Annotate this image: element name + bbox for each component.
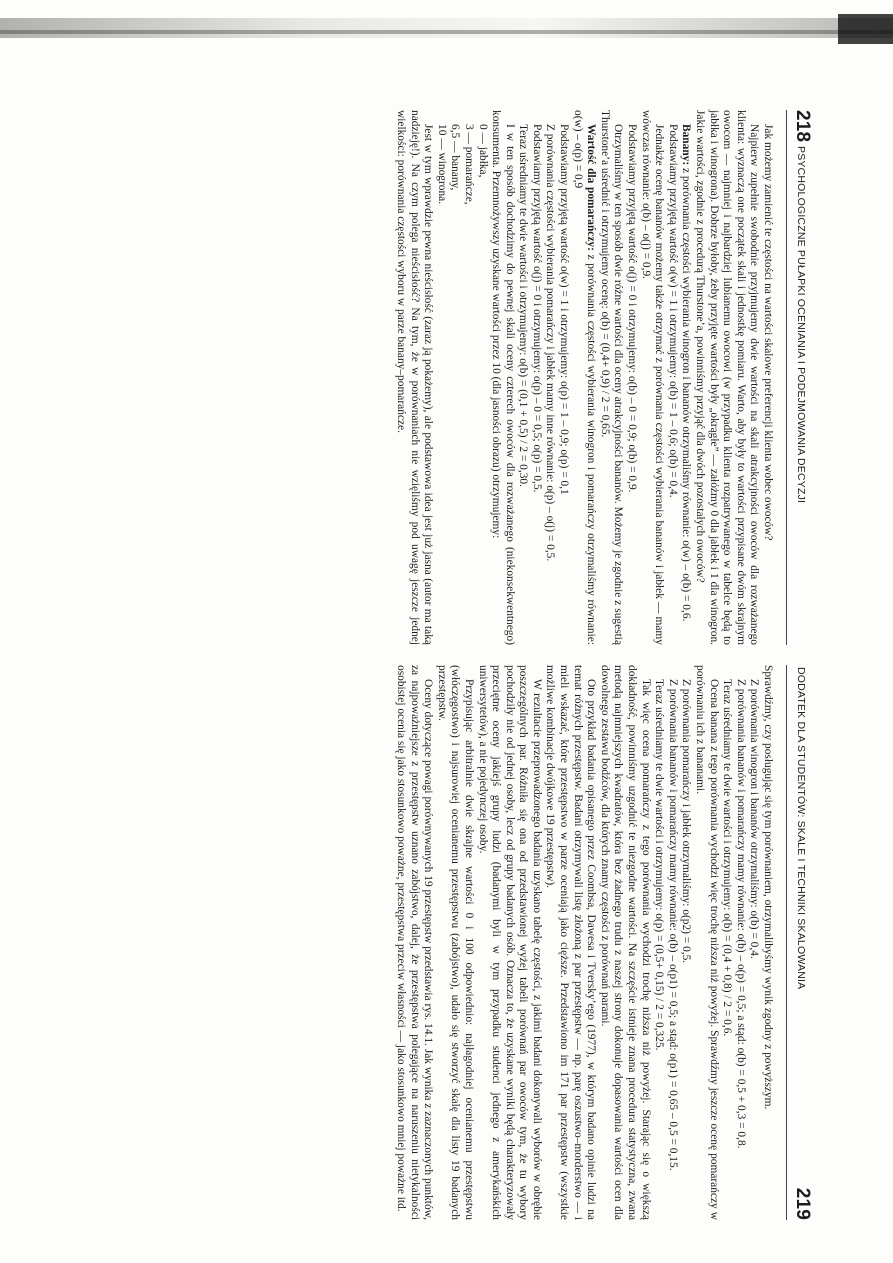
running-header: PSYCHOLOGICZNE PUŁAPKI OCENIANIA I PODEJMOWANIA DECYZJI [795, 146, 807, 504]
page-219 [43, 665, 813, 1220]
scan-artifact-block [838, 14, 893, 44]
bold-label: Banany: [680, 124, 693, 166]
paragraph: Oto przykład badania opisanego przez Coombsa, Dawesa i Tversky’ego (1977), w którym badano opinie ludzi na temat różnych przestępstw. Badani otrzymywali listę złożoną z par przestępstw — np. parę oszustwo–morderstwo — i mieli wskazać, które przestępstwo w parze oceniają jako cięższe. Przedstawiono im 171 par przestępstw (wszystkie możliwe kombinacje dwójkowe 19 przestępstw). [544, 665, 598, 1220]
paragraph: Przypisując arbitralnie dwie skrajne wartości 0 i 100 odpowiednio: najłagodniej ocenianemu przestępstwu (włóczęgostwo) i najsurowiej ocenianemu przestępstwu (zabójstwo), udało się stworzyć skalę dla listy 19 badanych przestępstw. [435, 665, 475, 1220]
paragraph: W rezultacie przeprowadzonego badania uzyskano tabelę częstości, z jakimi badani dokonywali wyborów w obrębie poszczególnych par. Różniła się ona od przedstawionej wyżej tabeli porównań par owoców tym, że tu wybory pochodziły nie od jednej osoby, lecz od grupy badanych osób. Oznacza to, że uzyskane wyniki będą charakteryzowały przeciętne oceny jakiejś grupy ludzi (badanymi byli w tym przypadku studenci jednego z amerykańskich uniwersytetów), a nie pojedynczej osoby. [476, 665, 543, 1220]
paragraph: Tak więc ocena pomarańczy z tego porównania wychodzi trochę niższa niż powyżej. Starając się o większą dokładność, powinniśmy uzgodnić te niezgodne wartości. Na szczęście istnieje znana procedura statystyczna, zwana metodą najmniejszych kwadratów, która bez żadnego trudu z naszej strony dokonuje dopasowania wartości ocen dla dowolnego zestawu bodźców, dla których znamy częstości z porównań parami. [598, 665, 652, 1220]
paragraph: Jak możemy zamienić te częstości na wartości skalowe preferencji klienta wobec owoców? [762, 124, 774, 541]
page-number: 218 [792, 110, 813, 143]
paragraph: Jest w tym wprawdzie pewna nieścisłość (zaraz ją pokażemy), ale podstawowa idea jest już jasna (autor ma taką nadzieję!). Na czym polega nieścisłość? Na tym, że w porównaniach nie wzięliśmy pod uwagę jeszcze jednej wielkości: porównania częstości wyboru w parze banany–pomarańcze. [394, 110, 435, 645]
paragraph: Z porównania pomarańczy i jabłek otrzymaliśmy: o(p2) = 0,5. [680, 679, 693, 964]
paragraph: Teraz uśredniamy te dwie wartości i otrzymujemy: o(p) = (0,5+ 0,15) / 2 = 0,325. [653, 679, 666, 1051]
paragraph: Najpierw zupełnie swobodnie przyjmujemy dwie wartości na skali atrakcyjności owoców dla rozważanego klienta: wyznaczą one początek skali i jednostkę pomiaru. Warto, aby były to wartości przypisane dwóm skrajnym owocom — najmniej i najbardziej lubianemu owocowi (w przypadku klienta rozpatrywanego w tabelce będą to jabłka i winogrona). Dobrze byłoby, żeby przyjęte wartości były „okrągłe” — załóżmy 0 dla jabłek i 1 dla winogron. Jakie wartości, zgodnie z procedurą Thurstone’a, powinniśmy przyjąć dla dwóch pozostałych owoców? [694, 110, 761, 645]
page-header [786, 110, 813, 645]
paragraph [679, 110, 693, 645]
list-item: 3 — pomarańcze, [462, 124, 475, 205]
paragraph: Podstawiamy przyjętą wartość o(w) = 1 i otrzymujemy: o(b) = 1 – 0,6; o(b) = 0,4. [666, 124, 679, 498]
paragraph: I w ten sposób dochodzimy do pewnej skali oceny czterech owoców dla rozważanego (niekonsekwentnego) konsumenta. Przemnożywszy uzyskane wartości przez 10 (dla jasności obrazu) otrzymujemy: [490, 110, 516, 645]
running-header: DODATEK DLA STUDENTÓW: SKALE I TECHNIKI SKALOWANIA [795, 667, 807, 990]
paragraph: Jednakże ocenę bananów możemy także otrzymać z porównania częstości wybierania bananów i jabłek — mamy wówczas równanie: o(b) – o(j) = 0,9. [639, 110, 666, 645]
scan-artifact [0, 18, 893, 38]
page-218 [43, 110, 813, 645]
paragraph: Ocena banana z tego porównania wychodzi więc trochę niższa niż powyżej. Sprawdźmy jeszcze ocenę pomarańczy w porównaniu ich z bananami. [694, 665, 720, 1220]
scan-artifact-line [0, 30, 893, 34]
paragraph: Podstawiamy przyjętą wartość o(j) = 0 i otrzymujemy: o(b) – 0 = 0,9; o(b) = 0,9. [626, 124, 639, 493]
page-number: 219 [792, 1187, 813, 1220]
paragraph-text: z porównania częstości wybierania winogron i pomarańczy otrzymaliśmy równanie: o(w) – o(p) = 0,9 [571, 110, 598, 646]
page-body [393, 110, 786, 645]
page-header [786, 665, 813, 1220]
paragraph: Podstawiamy przyjętą wartość o(w) = 1 i otrzymujemy: o(p) = 1 – 0,9; o(p) = 0,1 [558, 124, 571, 495]
paragraph: Teraz uśredniamy te dwie wartości i otrzymujemy: o(b) = (0,1 + 0,5) / 2 = 0,30. [517, 124, 530, 487]
list-item: 10 — winogrona. [435, 124, 448, 205]
paragraph: Z porównania bananów i pomarańczy mamy równanie: o(b) – o(p1) = 0,5; a stąd: o(p1) = 0,65 – 0,5 = 0,15. [666, 679, 679, 1171]
paragraph: Z porównania częstości wybierania pomarańczy i jabłek mamy inne równanie: o(p) – o(j) = 0,5. [544, 124, 557, 562]
bold-label: Wartość dla pomarańczy: [585, 124, 598, 251]
paragraph: Sprawdźmy, czy posługując się tym porównaniem, otrzymalibyśmy wynik zgodny z powyższym. [762, 665, 774, 1110]
paragraph-text: z porównania częstości wybierania winogron i bananów otrzymaliśmy równanie: o(w) – o(b) = 0,6. [680, 165, 693, 622]
paragraph: Podstawiamy przyjętą wartość o(j) = 0 i otrzymujemy: o(p) – 0 = 0,5; o(p) = 0,5. [530, 124, 543, 493]
page-body [393, 665, 786, 1220]
fruit-scale-list [434, 110, 488, 645]
list-item: 0 — jabłka, [476, 124, 489, 178]
paragraph: Z porównania bananów i pomarańczy mamy równanie: o(b) – o(p) = 0,5; a stąd: o(b) = 0,5 + 0,3 = 0,8. [734, 679, 747, 1149]
paragraph: Otrzymaliśmy w ten sposób dwie różne wartości dla oceny atrakcyjności bananów. Możemy je zgodnie z sugestią Thurstone’a uśrednić i otrzymujemy ocenę: o(b) = (0,4+ 0,9) / 2 = 0,65. [598, 110, 625, 645]
paragraph: Z porównania winogron i bananów otrzymaliśmy: o(b) = 0,4. [748, 679, 761, 959]
paragraph: Oceny dotyczące powagi porównywanych 19 przestępstw przedstawia rys. 14.1. Jak wynika z zaznaczonych punktów, za najpoważniejsze z przestępstw uznano zabójstwo, dalej, że przestępstwa polegające na naruszeniu nietykalności osobistej ocenia się jako stosunkowo poważne, przestępstwa przeciw własności — jako stosunkowo mniej poważne itd. [394, 665, 435, 1220]
list-item: 6,5 — banany, [449, 124, 462, 191]
paragraph: Teraz uśredniamy te dwie wartości i otrzymujemy: o(b) = (0,4 + 0,8) / 2 = 0,6. [721, 679, 734, 1037]
paragraph [570, 110, 597, 645]
